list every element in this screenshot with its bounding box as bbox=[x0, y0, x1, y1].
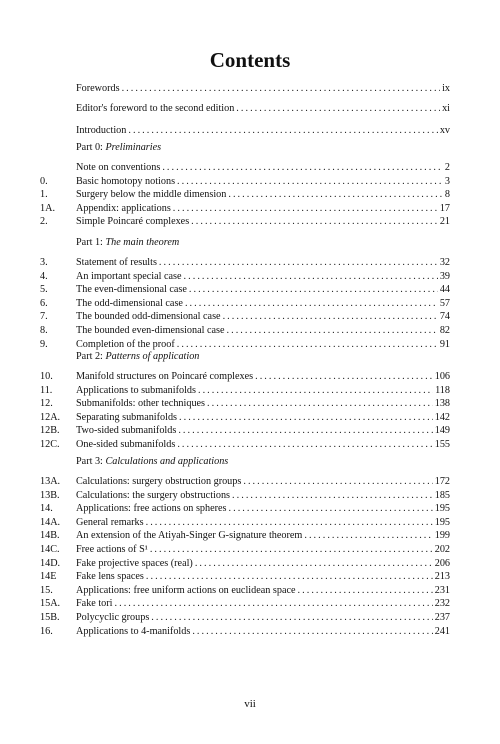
leader-dots bbox=[146, 516, 433, 530]
entry-title: Fake projective spaces (real) bbox=[76, 557, 193, 569]
page-number: 149 bbox=[434, 425, 450, 437]
entry-title: Calculations: the surgery obstructions bbox=[76, 489, 231, 501]
toc-entry bbox=[40, 324, 450, 338]
toc-entry bbox=[40, 297, 450, 311]
part-title: Preliminaries bbox=[105, 142, 162, 153]
leader-dots bbox=[185, 297, 438, 311]
toc-entry bbox=[40, 516, 450, 530]
entry-title: Submanifolds: other techniques bbox=[76, 398, 206, 410]
leader-dots bbox=[192, 625, 432, 639]
toc-entry bbox=[40, 397, 450, 411]
leader-dots bbox=[159, 256, 438, 270]
leader-dots bbox=[191, 215, 438, 229]
entry-title: An extension of the Atiyah-Singer G-signature theorem bbox=[76, 530, 303, 542]
entry-title: Basic homotopy notions bbox=[76, 175, 176, 187]
page-number: 17 bbox=[439, 202, 450, 214]
toc-entry bbox=[40, 256, 450, 270]
entry-number: 14E bbox=[40, 571, 57, 583]
leader-dots bbox=[177, 175, 443, 189]
leader-dots bbox=[198, 384, 433, 398]
entry-title: Manifold structures on Poincaré complexes bbox=[76, 371, 254, 382]
entry-title: The odd-dimensional case bbox=[76, 297, 183, 309]
toc-entry bbox=[40, 611, 450, 625]
page-number: ix bbox=[442, 83, 450, 94]
entry-title: The bounded even-dimensional case bbox=[76, 325, 225, 336]
entry-number: 11. bbox=[40, 384, 53, 396]
page-title: Contents bbox=[209, 48, 291, 72]
toc-entry bbox=[40, 384, 450, 398]
entry-title: Calculations: surgery obstruction groups bbox=[76, 476, 242, 487]
leader-dots bbox=[255, 370, 433, 384]
leader-dots bbox=[173, 202, 438, 216]
toc-entry bbox=[40, 411, 450, 425]
entry-title: Surgery below the middle dimension bbox=[76, 189, 227, 201]
entry-title: Applications to submanifolds bbox=[76, 384, 196, 396]
part-heading bbox=[76, 350, 199, 364]
page-number: 231 bbox=[434, 584, 450, 596]
leader-dots bbox=[227, 324, 438, 338]
toc-entry bbox=[40, 424, 450, 438]
entry-number: 5. bbox=[40, 284, 48, 296]
toc-entry bbox=[40, 161, 450, 175]
toc-entry bbox=[40, 597, 450, 611]
leader-dots bbox=[177, 338, 438, 352]
entry-number: 1. bbox=[40, 189, 48, 201]
toc-entry bbox=[40, 584, 450, 598]
entry-title: Applications: free uniform actions on euclidean space bbox=[76, 584, 296, 596]
page-number: 106 bbox=[434, 371, 450, 382]
page-number: 195 bbox=[434, 503, 450, 515]
page-number: 241 bbox=[434, 625, 450, 637]
page-number: 44 bbox=[439, 284, 450, 296]
entry-number: 15A. bbox=[40, 598, 61, 610]
part-number: Part 1: bbox=[76, 237, 106, 248]
leader-dots bbox=[162, 161, 443, 175]
part-title: The main theorem bbox=[105, 237, 180, 248]
entry-title: Statement of results bbox=[76, 257, 157, 268]
entry-number: 14D. bbox=[40, 557, 61, 569]
entry-number: 14. bbox=[40, 503, 53, 515]
toc-entry bbox=[40, 215, 450, 229]
page-number: 138 bbox=[434, 398, 450, 410]
entry-number: 8. bbox=[40, 325, 48, 336]
entry-number: 6. bbox=[40, 297, 48, 309]
page-number: 195 bbox=[434, 516, 450, 528]
entry-title: Introduction bbox=[76, 125, 127, 136]
entry-number: 12. bbox=[40, 398, 53, 410]
leader-dots bbox=[178, 424, 432, 438]
page-number: 91 bbox=[439, 338, 450, 350]
entry-number: 14B. bbox=[40, 530, 60, 542]
entry-number: 12B. bbox=[40, 425, 60, 437]
entry-title: Simple Poincaré complexes bbox=[76, 216, 190, 228]
page-number: 185 bbox=[434, 489, 450, 501]
leader-dots bbox=[236, 102, 440, 116]
toc-entry bbox=[40, 310, 450, 324]
toc-entry bbox=[40, 370, 450, 384]
entry-number: 15. bbox=[40, 584, 53, 596]
page-number: 172 bbox=[434, 476, 450, 487]
part-number: Part 3: bbox=[76, 456, 106, 467]
entry-title: The bounded odd-dimensional case bbox=[76, 311, 221, 323]
leader-dots bbox=[146, 570, 433, 584]
leader-dots bbox=[115, 597, 433, 611]
entry-number: 13B. bbox=[40, 489, 60, 501]
leader-dots bbox=[223, 310, 438, 324]
entry-title: Fake tori bbox=[76, 598, 113, 610]
entry-number: 13A. bbox=[40, 476, 61, 487]
page-number: 82 bbox=[439, 325, 450, 336]
toc-entry bbox=[40, 438, 450, 452]
entry-number: 12C. bbox=[40, 439, 60, 450]
entry-title: Editor's foreword to the second edition bbox=[76, 103, 235, 114]
page-number: 118 bbox=[435, 384, 450, 396]
page-number: 8 bbox=[444, 189, 450, 201]
part-heading bbox=[76, 455, 228, 469]
page-number: 32 bbox=[439, 257, 450, 268]
leader-dots bbox=[151, 611, 432, 625]
entry-title: Free actions of S¹ bbox=[76, 544, 148, 555]
entry-title: Separating submanifolds bbox=[76, 411, 178, 423]
leader-dots bbox=[243, 475, 432, 489]
page-number: 206 bbox=[434, 557, 450, 569]
toc-entry bbox=[40, 475, 450, 489]
entry-title: Two-sided submanifolds bbox=[76, 425, 177, 437]
toc-entry bbox=[40, 625, 450, 639]
toc-entry bbox=[40, 188, 450, 202]
toc-entry bbox=[40, 82, 450, 96]
entry-number: 16. bbox=[40, 625, 53, 637]
entry-number: 14A. bbox=[40, 516, 61, 528]
toc-entry bbox=[40, 543, 450, 557]
entry-title: Appendix: applications bbox=[76, 202, 171, 214]
toc-entry bbox=[40, 102, 450, 116]
entry-number: 0. bbox=[40, 175, 48, 187]
leader-dots bbox=[177, 438, 432, 452]
toc-entry bbox=[40, 529, 450, 543]
entry-number: 2. bbox=[40, 216, 48, 228]
entry-title: Polycyclic groups bbox=[76, 612, 150, 623]
page-number: 2 bbox=[444, 162, 450, 173]
entry-number: 3. bbox=[40, 257, 48, 268]
toc-entry bbox=[40, 202, 450, 216]
toc-entry bbox=[40, 124, 450, 138]
entry-title: Fake lens spaces bbox=[76, 571, 144, 583]
entry-number: 7. bbox=[40, 311, 48, 323]
part-number: Part 2: bbox=[76, 351, 106, 362]
entry-number: 1A. bbox=[40, 202, 55, 214]
page-number: 3 bbox=[444, 175, 450, 187]
toc-entry bbox=[40, 175, 450, 189]
page-number: 237 bbox=[434, 612, 450, 623]
leader-dots bbox=[122, 82, 440, 96]
entry-title: Note on conventions bbox=[76, 162, 161, 173]
leader-dots bbox=[128, 124, 437, 138]
part-title: Patterns of application bbox=[105, 351, 200, 362]
leader-dots bbox=[232, 489, 433, 503]
page-number: 142 bbox=[434, 411, 450, 423]
leader-dots bbox=[304, 529, 432, 543]
leader-dots bbox=[195, 557, 433, 571]
entry-number: 14C. bbox=[40, 544, 60, 555]
entry-title: Applications to 4-manifolds bbox=[76, 625, 191, 637]
toc-entry bbox=[40, 489, 450, 503]
entry-number: 10. bbox=[40, 371, 53, 382]
page-folio: vii bbox=[244, 698, 256, 710]
leader-dots bbox=[184, 270, 438, 284]
page-number: 199 bbox=[434, 530, 450, 542]
part-heading bbox=[76, 236, 179, 250]
entry-title: An important special case bbox=[76, 270, 182, 282]
leader-dots bbox=[189, 283, 438, 297]
leader-dots bbox=[207, 397, 433, 411]
page-number: 213 bbox=[434, 571, 450, 583]
page-number: xv bbox=[439, 125, 450, 136]
part-number: Part 0: bbox=[76, 142, 106, 153]
part-heading bbox=[76, 141, 161, 155]
entry-title: One-sided submanifolds bbox=[76, 439, 176, 450]
toc-entry bbox=[40, 502, 450, 516]
toc-entry bbox=[40, 570, 450, 584]
page-number: 21 bbox=[439, 216, 450, 228]
page-number: xi bbox=[442, 103, 450, 114]
entry-title: Completion of the proof bbox=[76, 338, 175, 350]
entry-title: The even-dimensional case bbox=[76, 284, 187, 296]
entry-number: 4. bbox=[40, 270, 48, 282]
page-number: 155 bbox=[434, 439, 450, 450]
leader-dots bbox=[179, 411, 433, 425]
page-number: 74 bbox=[439, 311, 450, 323]
leader-dots bbox=[229, 502, 433, 516]
leader-dots bbox=[228, 188, 443, 202]
page-number: 232 bbox=[434, 598, 450, 610]
entry-title: Forewords bbox=[76, 83, 120, 94]
part-title: Calculations and applications bbox=[105, 456, 229, 467]
leader-dots bbox=[150, 543, 433, 557]
entry-title: General remarks bbox=[76, 516, 144, 528]
entry-title: Applications: free actions on spheres bbox=[76, 503, 227, 515]
entry-number: 15B. bbox=[40, 612, 60, 623]
toc-entry bbox=[40, 270, 450, 284]
page-number: 202 bbox=[434, 544, 450, 555]
toc-entry bbox=[40, 557, 450, 571]
leader-dots bbox=[298, 584, 433, 598]
entry-number: 12A. bbox=[40, 411, 61, 423]
page-number: 39 bbox=[439, 270, 450, 282]
entry-number: 9. bbox=[40, 338, 48, 350]
page-number: 57 bbox=[439, 297, 450, 309]
toc-entry bbox=[40, 283, 450, 297]
